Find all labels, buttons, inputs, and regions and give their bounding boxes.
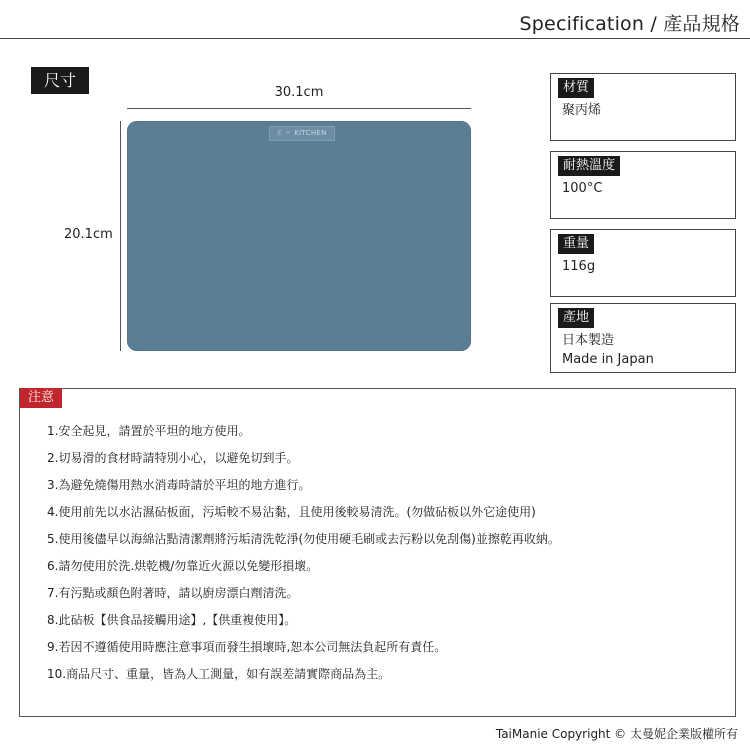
list-item: 7.有污點或顏色附著時，請以廚房漂白劑清洗。 [47, 586, 299, 600]
spec-value-line: Made in Japan [562, 352, 654, 367]
copyright-footer: TaiManie Copyright © 太曼妮企業版權所有 [495, 727, 738, 741]
spec-value: 100°C [562, 181, 603, 196]
board-logo: ℰ 〃 KITCHEN [269, 126, 335, 141]
list-item: 10.商品尺寸、重量，皆為人工測量，如有誤差請實際商品為主。 [47, 667, 391, 681]
list-item: 1.安全起見，請置於平坦的地方使用。 [47, 424, 251, 438]
spec-value: 聚丙烯 [562, 103, 602, 118]
spec-label: 產地 [558, 308, 594, 328]
list-item: 5.使用後儘早以海綿沾點清潔劑將污垢清洗乾淨(勿使用硬毛刷或去污粉以免刮傷)並擦乾再收納。 [47, 532, 560, 546]
width-dimension: 30.1cm [274, 85, 324, 100]
spec-label: 材質 [558, 78, 594, 98]
list-item: 2.切易滑的食材時請特別小心，以避免切到手。 [47, 451, 299, 465]
list-item: 3.為避免燒傷用熱水消毒時請於平坦的地方進行。 [47, 478, 311, 492]
spec-material [550, 73, 736, 141]
spec-origin [550, 303, 736, 373]
height-dimension-line [120, 121, 121, 351]
spec-value: 116g [562, 259, 596, 274]
cutting-board-image [127, 121, 471, 351]
spec-value [562, 331, 654, 369]
notes-list [47, 420, 560, 690]
width-dimension-line [127, 108, 471, 109]
spec-weight [550, 229, 736, 297]
list-item: 4.使用前先以水沾濕砧板面，污垢較不易沾黏，且使用後較易清洗。(勿做砧板以外它途使用) [47, 505, 536, 519]
notes-label: 注意 [20, 388, 62, 408]
list-item: 6.請勿使用於洗.烘乾機/勿靠近火源以免變形損壞。 [47, 559, 319, 573]
size-section-label: 尺寸 [31, 67, 89, 94]
spec-heat-resistance [550, 151, 736, 219]
page-title: Specification / 產品規格 [519, 13, 740, 35]
spec-label: 耐熱溫度 [558, 156, 620, 176]
height-dimension: 20.1cm [64, 227, 113, 242]
spec-value-line: 日本製造 [562, 333, 615, 348]
header-divider [0, 38, 750, 39]
list-item: 8.此砧板【供食品接觸用途】,【供重複使用】。 [47, 613, 297, 627]
spec-label: 重量 [558, 234, 594, 254]
list-item: 9.若因不遵循使用時應注意事項而發生損壞時,恕本公司無法負起所有責任。 [47, 640, 447, 654]
